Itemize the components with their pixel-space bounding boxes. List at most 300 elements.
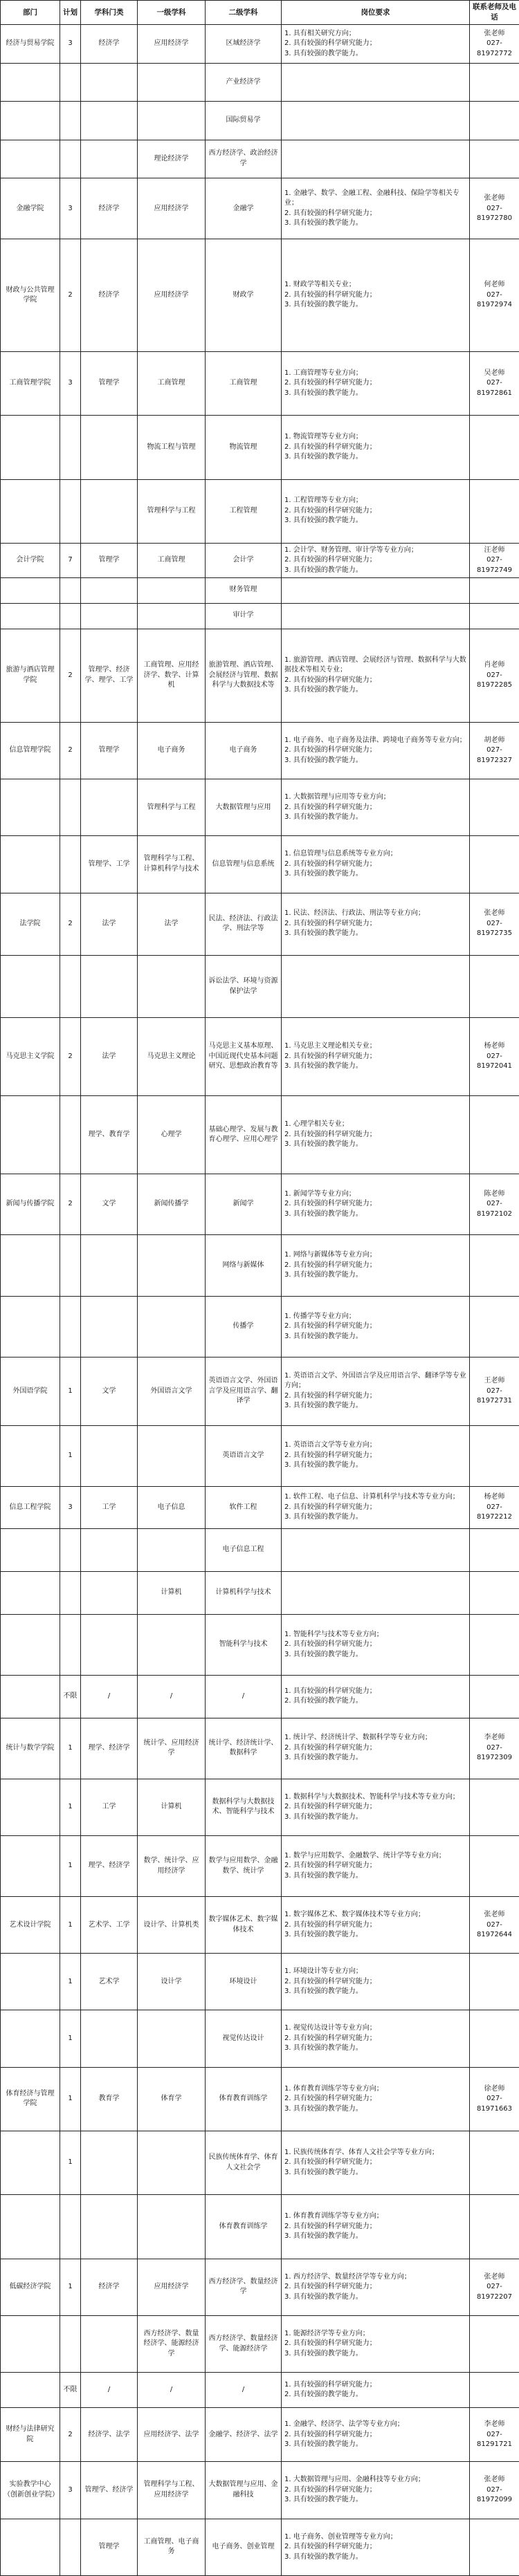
cell-door [81,63,138,101]
cell-door: 法学 [81,1018,138,1096]
cell-door [81,955,138,1017]
cell-plan: 1 [60,2067,81,2131]
cell-requirements [282,1779,470,1835]
cell-lvl2: 产业经济学 [206,63,282,101]
table-row [1,543,519,577]
cell-door [81,779,138,836]
contact-line: 027- [486,556,502,564]
cell-requirements [282,1675,470,1718]
contact-line: 何老师 [484,281,505,289]
cell-contact [470,239,519,351]
cell-lvl2: 工商管理 [206,351,282,415]
cell-dept [1,2315,60,2372]
cell-contact [470,25,519,63]
cell-contact [470,603,519,629]
cell-plan [60,1614,81,1675]
cell-plan: 1 [60,1897,81,1954]
cell-dept [1,2373,60,2408]
requirement-line: 1. 视觉传达设计等专业方向； [284,2024,376,2032]
contact-line: 81972041 [477,1062,512,1071]
contact-line: 027- [486,1920,502,1929]
cell-plan: 1 [60,2131,81,2195]
requirement-line: 2. 具有较强的科学研究能力； [284,443,376,451]
cell-requirements [282,1486,470,1529]
cell-lvl2: 西方经济学、政治经济学 [206,140,282,178]
cell-requirements [282,723,470,779]
cell-plan [60,140,81,178]
requirement-line: 2. 具有较强的科学研究能力； [284,1803,376,1811]
requirement-line: 1. 软件工程、电子信息、计算机科学与技术等专业方向； [284,1493,459,1501]
cell-dept [1,479,60,543]
requirement-line: 2. 具有较强的科学研究能力； [284,2034,376,2042]
cell-requirements [282,178,470,239]
contact-line: 027- [486,204,502,212]
contact-line: 张老师 [484,1911,505,1919]
requirement-line: 1. 具有较强的科学研究能力； [284,1687,376,1695]
requirement-line: 3. 具有较强的教学能力。 [284,453,363,461]
contact-line: 张老师 [484,29,505,37]
cell-requirements [282,1614,470,1675]
cell-lvl1: 电子信息 [138,1486,206,1529]
table-row [1,2131,519,2195]
cell-requirements [282,1018,470,1096]
table-row [1,25,519,63]
cell-requirements [282,1174,470,1235]
cell-door [81,102,138,140]
cell-contact [470,1954,519,2010]
cell-dept [1,2010,60,2067]
contact-line: 81972207 [477,2292,512,2301]
cell-plan: 1 [60,1835,81,1896]
requirement-line: 2. 具有较强的科学研究能力； [284,39,376,48]
cell-door: 管理学 [81,351,138,415]
cell-lvl2: 数据科学与大数据技术、智能科学与技术 [206,1779,282,1835]
table-row [1,1779,519,1835]
requirement-line: 3. 具有较强的教学能力。 [284,566,363,574]
cell-plan: 1 [60,1779,81,1835]
cell-contact [470,416,519,479]
cell-contact [470,2408,519,2462]
requirement-line: 1. 财政学等相关专业； [284,281,356,289]
cell-plan [60,955,81,1017]
cell-plan: 2 [60,629,81,723]
requirement-line: 3. 具有较强的教学能力。 [284,2496,363,2504]
cell-lvl2: 诉讼法学、环境与资源保护法学 [206,955,282,1017]
cell-contact [470,2519,519,2575]
cell-contact [470,479,519,543]
cell-plan: 1 [60,1425,81,1486]
requirement-line: 1. 旅游管理、酒店管理、会展经济与管理、数据科学与大数据技术等相关专业； [284,656,466,674]
cell-lvl2: 智能科学与技术 [206,1614,282,1675]
requirement-line: 2. 具有较强的科学研究能力； [284,803,376,811]
cell-lvl1 [138,603,206,629]
requirement-line: 3. 具有较强的教学能力。 [284,686,363,694]
cell-lvl1 [138,2010,206,2067]
table-row [1,1235,519,1296]
requirement-line: 3. 具有较强的教学能力。 [284,756,363,764]
cell-dept [1,1779,60,1835]
cell-requirements [282,836,470,893]
cell-contact [470,2010,519,2067]
cell-lvl2: 金融学、经济学、法学 [206,2408,282,2462]
requirement-line: 1. 物流管理等专业方向； [284,433,363,441]
cell-requirements [282,2067,470,2131]
requirement-line: 3. 具有较强的教学能力。 [284,2104,363,2113]
cell-lvl1: / [138,2373,206,2408]
cell-plan [60,1529,81,1572]
contact-line: 81972749 [477,566,512,574]
cell-lvl1: / [138,1675,206,1718]
requirement-line: 3. 具有较强的教学能力。 [284,2044,363,2053]
cell-door: / [81,1675,138,1718]
cell-plan: 不限 [60,2373,81,2408]
table-row [1,178,519,239]
requirement-line: 3. 具有较强的教学能力。 [284,2349,363,2357]
cell-contact [470,893,519,955]
cell-lvl1: 统计学、应用经济学 [138,1718,206,1779]
cell-requirements [282,416,470,479]
header-contact: 联系老师及电话 [470,1,519,25]
contact-line: 81972974 [477,301,512,309]
contact-line: 王老师 [484,1377,505,1384]
cell-requirements [282,955,470,1017]
cell-requirements [282,2462,470,2519]
table-row [1,1174,519,1235]
cell-lvl2: 电子商务 [206,723,282,779]
cell-lvl1 [138,63,206,101]
table-row [1,2462,519,2519]
cell-lvl1: 应用经济学 [138,25,206,63]
cell-dept: 财经与法律研究院 [1,2408,60,2462]
cell-lvl1 [138,955,206,1017]
cell-dept [1,836,60,893]
table-row [1,2195,519,2259]
cell-contact [470,1614,519,1675]
cell-lvl2: 视觉传达设计 [206,2010,282,2067]
contact-line: 81972731 [477,1397,512,1405]
requirement-line: 3. 具有较强的教学能力。 [284,1931,363,1939]
cell-contact [470,140,519,178]
requirement-line: 3. 具有较强的教学能力。 [284,301,363,309]
cell-lvl2: 电子信息工程 [206,1529,282,1572]
contact-line: 027- [486,379,502,387]
requirement-line: 1. 金融学、经济学、法学等专业方向； [284,2420,404,2429]
requirement-line: 3. 具有较强的教学能力。 [284,2552,363,2561]
cell-door [81,1572,138,1615]
requirement-line: 3. 具有较强的教学能力。 [284,1062,363,1071]
requirement-line: 1. 信息管理与信息系统等专业方向； [284,850,397,858]
cell-dept: 马克思主义学院 [1,1018,60,1096]
requirement-line: 1. 具有较强的科学研究能力； [284,2380,376,2389]
cell-contact [470,577,519,603]
cell-contact [470,102,519,140]
requirement-line: 1. 大数据管理与应用、金融科技等专业方向； [284,2476,425,2484]
cell-plan: 3 [60,178,81,239]
cell-lvl2: 电子商务、创业管理 [206,2519,282,2575]
cell-requirements [282,1096,470,1174]
cell-door: / [81,2373,138,2408]
cell-dept [1,1675,60,1718]
table-row [1,1296,519,1357]
cell-door [81,1529,138,1572]
cell-door [81,2315,138,2372]
cell-dept: 实验教学中心（创新创业学院） [1,2462,60,2519]
cell-lvl1: 马克思主义理论 [138,1018,206,1096]
requirement-line: 2. 具有较强的教学能力。 [284,2391,363,2399]
cell-lvl2: 财务管理 [206,577,282,603]
table-row [1,629,519,723]
cell-requirements [282,629,470,723]
cell-lvl1 [138,1296,206,1357]
cell-lvl2: 网络与新媒体 [206,1235,282,1296]
cell-dept [1,2195,60,2259]
cell-dept: 会计学院 [1,543,60,577]
contact-line: 徐老师 [484,2084,505,2093]
header-dept: 部门 [1,1,60,25]
cell-dept [1,416,60,479]
cell-lvl2: 计算机科学与技术 [206,1572,282,1615]
cell-requirements [282,543,470,577]
table-row [1,893,519,955]
requirement-line: 2. 具有较强的科学研究能力； [284,1391,376,1400]
requirement-line: 1. 能源经济学等专业方向； [284,2329,370,2337]
cell-requirements [282,63,470,101]
cell-requirements [282,102,470,140]
table-row [1,955,519,1017]
cell-requirements [282,351,470,415]
cell-requirements [282,1954,470,2010]
cell-lvl2: 体育教育训练学 [206,2195,282,2259]
cell-door [81,1614,138,1675]
cell-plan [60,2519,81,2575]
requirement-line: 1. 网络与新媒体等专业方向； [284,1251,376,1259]
cell-door: 管理学 [81,2519,138,2575]
cell-requirements [282,2519,470,2575]
cell-dept [1,603,60,629]
cell-plan: 2 [60,723,81,779]
cell-lvl1: 设计学 [138,1954,206,2010]
contact-line: 81291721 [477,2440,512,2449]
cell-door: 管理学、经济学、理学、工学 [81,629,138,723]
contact-line: 027- [486,2485,502,2494]
requirement-line: 1. 智能科学与技术等专业方向； [284,1630,383,1638]
requirement-line: 3. 具有较强的教学能力。 [284,813,363,822]
cell-lvl2: 软件工程 [206,1486,282,1529]
cell-lvl2: 数字媒体艺术、数字媒体技术 [206,1897,282,1954]
requirement-line: 3. 具有较强的教学能力。 [284,517,363,525]
cell-lvl2: 信息管理与信息系统 [206,836,282,893]
cell-door: 工学 [81,1779,138,1835]
cell-lvl1: 新闻传播学 [138,1174,206,1235]
requirement-line: 2. 具有较强的科学研究能力； [284,1200,376,1208]
contact-line: 81972644 [477,1931,512,1939]
contact-line: 027- [486,1200,502,1208]
cell-plan [60,1572,81,1615]
table-row [1,1096,519,1174]
cell-door [81,1296,138,1357]
cell-requirements [282,1357,470,1425]
cell-dept [1,577,60,603]
cell-lvl1: 物流工程与管理 [138,416,206,479]
cell-door: 文学 [81,1174,138,1235]
cell-plan: 7 [60,543,81,577]
contact-line: 027- [486,1387,502,1395]
contact-line: 81972861 [477,389,512,397]
requirement-line: 2. 具有较强的科学研究能力； [284,2339,376,2348]
cell-requirements [282,893,470,955]
cell-contact [470,2067,519,2131]
cell-lvl2: / [206,1675,282,1718]
requirement-line: 2. 具有较强的科学研究能力； [284,919,376,927]
table-row [1,779,519,836]
cell-plan: 1 [60,2010,81,2067]
requirement-line: 2. 具有较强的科学研究能力； [284,2543,376,2551]
cell-dept [1,2519,60,2575]
requirement-line: 3. 具有较强的教学能力。 [284,1402,363,1410]
requirement-line: 1. 工程管理等专业方向； [284,497,363,505]
contact-line: 张老师 [484,194,505,203]
requirement-line: 1. 统计学、经济统计学、数据科学等专业方向； [284,1734,432,1742]
contact-line: 81972212 [477,1513,512,1521]
cell-lvl2: 财政学 [206,239,282,351]
cell-lvl1: 工商管理 [138,351,206,415]
cell-requirements [282,2259,470,2315]
cell-dept: 低碳经济学院 [1,2259,60,2315]
requirement-line: 1. 电子商务、电子商务及法律、跨境电子商务等专业方向； [284,736,466,744]
requirement-line: 2. 具有较强的科学研究能力； [284,209,376,217]
table-body [1,25,519,2576]
contact-line: 027- [486,919,502,927]
cell-dept: 工商管理学院 [1,351,60,415]
cell-contact [470,2195,519,2259]
cell-lvl2: 旅游管理、酒店管理、会展经济与管理、数据科学与大数据技术等 [206,629,282,723]
cell-plan: 3 [60,25,81,63]
table-row [1,2010,519,2067]
cell-lvl2: 国际贸易学 [206,102,282,140]
requirement-line: 3. 具有较强的教学能力。 [284,1871,363,1880]
cell-lvl2: 民法、经济法、行政法学、刑法学等 [206,893,282,955]
cell-contact [470,178,519,239]
cell-dept [1,779,60,836]
cell-contact [470,1779,519,1835]
contact-line: 杨老师 [484,1042,505,1050]
cell-dept [1,1096,60,1174]
cell-dept [1,63,60,101]
cell-requirements [282,1897,470,1954]
requirement-line: 1. 传播学等专业方向； [284,1312,356,1320]
cell-door: 经济学 [81,2259,138,2315]
requirement-line: 3. 具有较强的教学能力。 [284,1461,363,1470]
requirement-line: 1. 环境设计等专业方向； [284,1967,363,1976]
cell-plan [60,1235,81,1296]
table-row [1,1486,519,1529]
cell-dept: 新闻与传播学院 [1,1174,60,1235]
requirement-line: 2. 具有较强的科学研究能力； [284,1503,376,1511]
cell-lvl2: 传播学 [206,1296,282,1357]
requirement-line: 2. 具有较强的科学研究能力； [284,379,376,387]
cell-lvl2: 马克思主义基本原理、中国近现代史基本问题研究、思想政治教育等 [206,1018,282,1096]
table-row [1,351,519,415]
cell-lvl2: 体育教育训练学 [206,2067,282,2131]
cell-dept: 体育经济与管理学院 [1,2067,60,2131]
cell-requirements [282,1529,470,1572]
header-row [1,1,519,25]
cell-contact [470,723,519,779]
cell-lvl1 [138,1235,206,1296]
cell-plan [60,836,81,893]
contact-line: 张老师 [484,2476,505,2484]
requirement-line: 1. 会计学、财务管理、审计学等专业方向； [284,546,418,554]
table-row [1,63,519,101]
cell-contact [470,2315,519,2372]
requirement-line: 2. 具有较强的科学研究能力； [284,2485,376,2494]
requirement-line: 1. 心理学相关专业； [284,1120,349,1129]
cell-dept [1,1835,60,1896]
cell-dept: 外国语学院 [1,1357,60,1425]
cell-dept [1,1425,60,1486]
cell-lvl1: 法学 [138,893,206,955]
cell-lvl1: 管理科学与工程 [138,479,206,543]
cell-door: 文学 [81,1357,138,1425]
requirement-line: 1. 数据科学与大数据技术、智能科学与技术等专业方向； [284,1792,459,1801]
cell-lvl1: 应用经济学 [138,239,206,351]
cell-requirements [282,1425,470,1486]
cell-door [81,2010,138,2067]
cell-lvl2: 统计学、经济统计学、数据科学 [206,1718,282,1779]
contact-line: 81972772 [477,49,512,57]
cell-plan: 1 [60,2259,81,2315]
cell-door: 艺术学、工学 [81,1897,138,1954]
table-row [1,1572,519,1615]
cell-door: 艺术学 [81,1954,138,2010]
cell-requirements [282,2010,470,2067]
cell-contact [470,1897,519,1954]
cell-contact [470,1835,519,1896]
requirement-line: 2. 具有较强的科学研究能力； [284,2095,376,2103]
requirement-line: 1. 金融学、数学、金融工程、金融科技、保险学等相关专业； [284,189,459,207]
cell-plan: 3 [60,351,81,415]
cell-requirements [282,1296,470,1357]
table-row [1,2519,519,2575]
requirement-line: 2. 具有较强的科学研究能力； [284,2222,376,2230]
cell-lvl1: 应用经济学、法学 [138,2408,206,2462]
cell-lvl1: 工商管理、电子商务 [138,2519,206,2575]
contact-line: 李老师 [484,2420,505,2429]
cell-requirements [282,25,470,63]
cell-lvl2: 西方经济学、数量经济学、能源经济学 [206,2315,282,2372]
cell-requirements [282,1718,470,1779]
cell-plan: 3 [60,2462,81,2519]
requirement-line: 1. 新闻学等专业方向； [284,1189,356,1198]
cell-lvl2: 西方经济学、数量经济学 [206,2259,282,2315]
cell-plan: 3 [60,1486,81,1529]
cell-door: 教育学 [81,2067,138,2131]
requirement-line: 3. 具有较强的教学能力。 [284,389,363,397]
cell-lvl1: 管理科学与工程 [138,779,206,836]
cell-requirements [282,239,470,351]
cell-contact [470,1296,519,1357]
contact-line: 027- [486,671,502,679]
cell-dept: 信息工程学院 [1,1486,60,1529]
requirement-line: 2. 具有较强的科学研究能力； [284,1920,376,1929]
cell-plan [60,2315,81,2372]
requirement-line: 3. 具有较强的教学能力。 [284,929,363,938]
cell-requirements [282,1835,470,1896]
contact-line: 81972780 [477,214,512,223]
cell-lvl2: 新闻学 [206,1174,282,1235]
cell-lvl2: 数学与应用数学、金融数学、统计学 [206,1835,282,1896]
cell-lvl2: 金融学 [206,178,282,239]
